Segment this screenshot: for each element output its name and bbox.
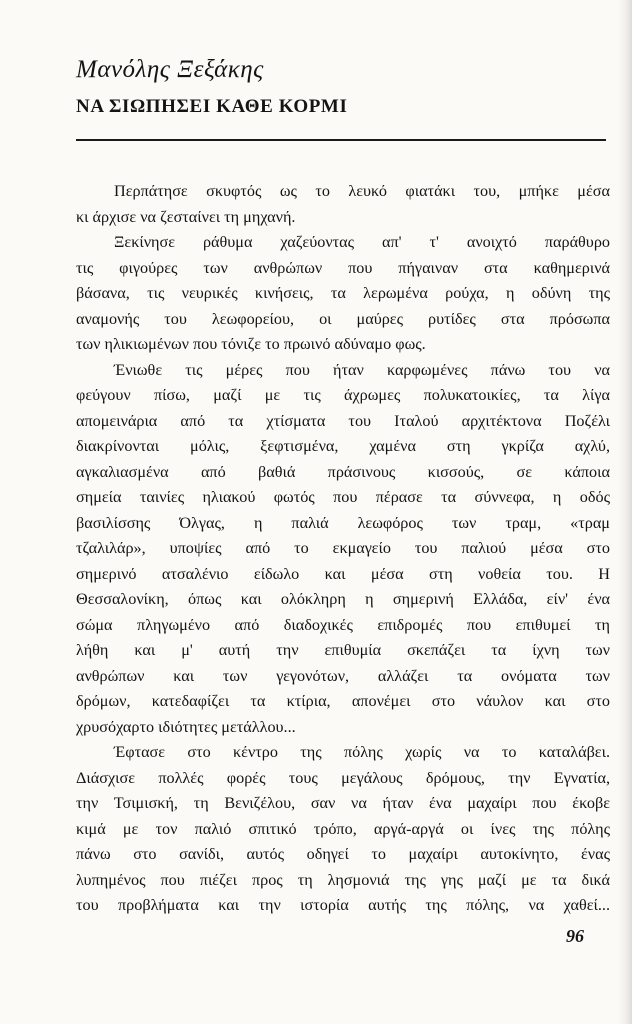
text-line: Διάσχισε πολλές φορές τους μεγάλους δρόμους, την Εγνατία,: [76, 768, 610, 787]
text-line: του προβλήματα και την ιστορία αυτής της πόλης, να χαθεί...: [76, 896, 610, 914]
text-line: σημεία ταινίες ηλιακού φωτός που πέρασε τα σύννεφα, η οδός: [76, 488, 610, 506]
body-text: [76, 179, 610, 919]
text-line: διακρίνονται μόλις, ξεφτισμένα, χαμένα στη γκρίζα αχλύ,: [76, 437, 610, 455]
page-number: 96: [566, 926, 584, 946]
text-line: χρυσόχαρτο ιδιότητες μετάλλου...: [76, 717, 296, 736]
text-line: την Τσιμισκή, τη Βενιζέλου, σαν να ήταν ένα μαχαίρι που έκοβε: [76, 794, 610, 812]
text-line: φεύγουν πίσω, μαζί με τις άχρωμες πολυκατοικίες, τα λίγα: [76, 386, 610, 404]
text-line: Ξεκίνησε ράθυμα χαζεύοντας απ' τ' ανοιχτό παράθυρο: [114, 233, 610, 251]
page-edge-shadow: [618, 0, 632, 1024]
text-line: πάνω στο σανίδι, αυτός οδηγεί το μαχαίρι αυτοκίνητο, ένας: [76, 845, 610, 863]
text-line: των ηλικιωμένων που τόνιζε το πρωινό αδύναμο φως.: [76, 335, 426, 353]
text-line: αγκαλιασμένα από βαθιά πράσινους κισσούς, σε κάποια: [76, 462, 610, 481]
text-line: ανθρώπων και των γεγονότων, αλλάζει τα ονόματα των: [76, 666, 610, 685]
text-line: απομεινάρια από τα χτίσματα του Ιταλού αρχιτέκτονα Ποζέλι: [76, 411, 610, 430]
author-name: Μανόλης Ξεξάκης: [76, 56, 264, 83]
text-line: τις φιγούρες των ανθρώπων που πήγαιναν στα καθημερινά: [76, 258, 610, 277]
text-line: βασιλίσσης Όλγας, η παλιά λεωφόρος των τραμ, «τραμ: [76, 513, 610, 532]
text-line: δρόμων, κατεδαφίζει τα κτίρια, απονέμει στο νάυλον και στο: [76, 692, 610, 710]
text-line: σημερινό ατσαλένιο είδωλο και μέσα στη νοθεία του. Η: [76, 564, 610, 583]
text-line: βάσανα, τις νευρικές κινήσεις, τα λερωμένα ρούχα, η οδύνη της: [76, 284, 610, 302]
text-line: Θεσσαλονίκη, όπως και ολόκληρη η σημερινή Ελλάδα, είν' ένα: [76, 590, 610, 608]
title-rule: [76, 139, 606, 141]
story-title: ΝΑ ΣΙΩΠΗΣΕΙ ΚΑΘΕ ΚΟΡΜΙ: [76, 96, 348, 117]
text-line: σώμα πληγωμένο από διαδοχικές επιδρομές που επιθυμεί τη: [76, 615, 610, 634]
text-line: Περπάτησε σκυφτός ως το λευκό φιατάκι του, μπήκε μέσα: [114, 182, 610, 200]
text-line: λήθη και μ' αυτή την επιθυμία σκεπάζει τα ίχνη των: [76, 641, 610, 659]
text-line: κι άρχισε να ζεσταίνει τη μηχανή.: [76, 207, 296, 226]
text-line: λυπημένος που πιέζει προς τη λησμονιά της γης μαζί με τα δικά: [76, 870, 610, 889]
text-line: κιμά με τον παλιό σπιτικό τρόπο, αργά-αργά οι ίνες της πόλης: [76, 819, 610, 838]
text-line: τζαλιλάρ», υποψίες από το εκμαγείο του παλιού μέσα στο: [76, 539, 610, 557]
text-line: αναμονής του λεωφορείου, οι μαύρες ρυτίδες στα πρόσωπα: [76, 309, 610, 328]
text-line: Έφτασε στο κέντρο της πόλης χωρίς να το καταλάβει.: [114, 743, 610, 761]
text-line: Ένιωθε τις μέρες που ήταν καρφωμένες πάνω του να: [114, 360, 610, 379]
